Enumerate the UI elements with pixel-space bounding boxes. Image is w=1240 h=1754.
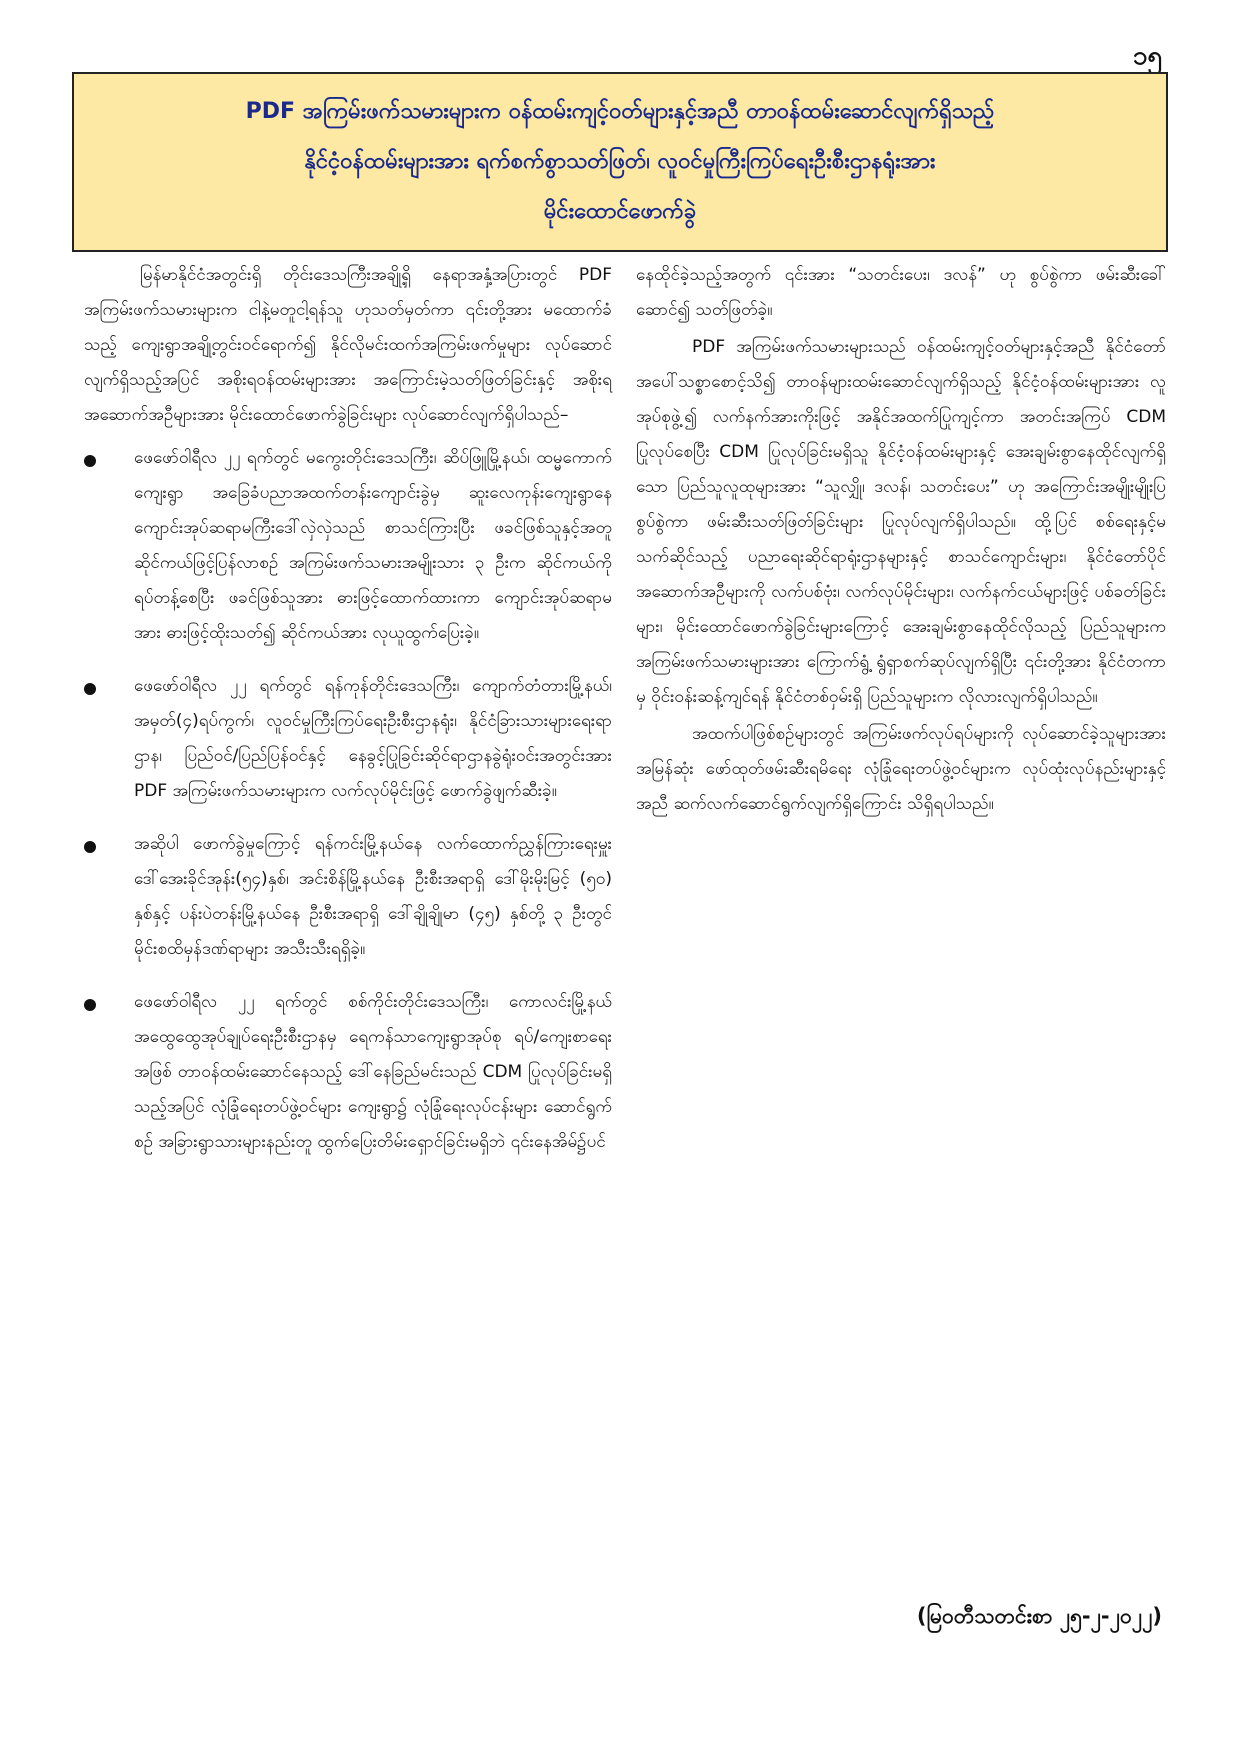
- bullet-icon: [84, 841, 96, 853]
- bullet-icon: [84, 455, 96, 467]
- bullet-item: [84, 985, 612, 1160]
- bullet-text: ဖေဖော်ဝါရီလ ၂၂ ရက်တွင် ရန်ကုန်တိုင်းဒေသကြီး၊ ကျောက်တံတားမြို့နယ်၊ အမှတ်(၄)ရပ်ကွက်၊ လူဝင်မှုကြီးကြပ်ရေးဦးစီးဌာနရုံး၊ နိုင်ငံခြားသားများရေးရာဌာန၊ ပြည်ဝင်/ပြည်ပြန်ဝင်နှင့် နေခွင့်ပြုခြင်းဆိုင်ရာဌာနခွဲရုံးဝင်းအတွင်းအား PDF အကြမ်းဖက်သမားများက လက်လုပ်မိုင်းဖြင့် ဖောက်ခွဲဖျက်ဆီးခဲ့။: [134, 676, 612, 801]
- body-paragraph: PDF အကြမ်းဖက်သမားများသည် ဝန်ထမ်းကျင့်ဝတ်များနှင့်အညီ နိုင်ငံတော်အပေါ်သစ္စာစောင့်သိ၍ တာဝန်များထမ်းဆောင်လျက်ရှိသည့် နိုင်ငံ့ဝန်ထမ်းများအား လူအုပ်စုဖွဲ့၍ လက်နက်အားကိုးဖြင့် အနိုင်အထက်ပြုကျင့်ကာ အတင်းအကြပ် CDM ပြုလုပ်စေပြီး CDM ပြုလုပ်ခြင်းမရှိသူ နိုင်ငံ့ဝန်ထမ်းများနှင့် အေးချမ်းစွာနေထိုင်လျက်ရှိသော ပြည်သူလူထုများအား “သူလျှို၊ ဒလန်၊ သတင်းပေး” ဟု အကြောင်းအမျိုးမျိုးပြ စွပ်စွဲကာ ဖမ်းဆီးသတ်ဖြတ်ခြင်းများ ပြုလုပ်လျက်ရှိပါသည်။ ထို့ပြင် စစ်ရေးနှင့်မသက်ဆိုင်သည့် ပညာရေးဆိုင်ရာရုံးဌာနများနှင့် စာသင်ကျောင်းများ၊ နိုင်ငံတော်ပိုင်အဆောက်အဦများကို လက်ပစ်ဗုံး၊ လက်လုပ်မိုင်းများ၊ လက်နက်ငယ်များဖြင့် ပစ်ခတ်ခြင်းများ၊ မိုင်းထောင်ဖောက်ခွဲခြင်းများကြောင့် အေးချမ်းစွာနေထိုင်လိုသည့် ပြည်သူများက အကြမ်းဖက်သမားများအား ကြောက်ရွံ့ ရွံရှာစက်ဆုပ်လျက်ရှိပြီး ၎င်းတို့အား နိုင်ငံတကာမှ ဝိုင်းဝန်းဆန့်ကျင်ရန် နိုင်ငံတစ်ဝှမ်းရှိ ပြည်သူများက လိုလားလျက်ရှိပါသည်။: [636, 337, 1166, 707]
- bullet-text: ဖေဖော်ဝါရီလ ၂၂ ရက်တွင် စစ်ကိုင်းတိုင်းဒေသကြီး၊ ကောလင်းမြို့နယ် အထွေထွေအုပ်ချုပ်ရေးဦးစီးဌာနမှ ရေကန်သာကျေးရွာအုပ်စု ရပ်/ကျေးစာရေးအဖြစ် တာဝန်ထမ်းဆောင်နေသည့် ဒေါ်နေခြည်မင်းသည် CDM ပြုလုပ်ခြင်းမရှိသည့်အပြင် လုံခြုံရေးတပ်ဖွဲ့ဝင်များ ကျေးရွာ၌ လုံခြုံရေးလုပ်ငန်းများ ဆောင်ရွက်စဉ် အခြားရွာသားများနည်းတူ ထွက်ပြေးတိမ်းရှောင်ခြင်းမရှိဘဲ ၎င်းနေအိမ်၌ပင်: [134, 992, 612, 1152]
- headline-line-1: PDF အကြမ်းဖက်သမားများက ဝန်ထမ်းကျင့်ဝတ်များနှင့်အညီ တာဝန်ထမ်းဆောင်လျက်ရှိသည့်: [245, 99, 995, 124]
- headline-box: [72, 72, 1168, 252]
- bullet-item: [84, 827, 612, 967]
- bullet-icon: [84, 999, 96, 1011]
- headline-line-3: မိုင်းထောင်ဖောက်ခွဲ: [543, 199, 697, 224]
- source-citation: (မြဝတီသတင်းစာ ၂၅-၂-၂၀၂၂): [916, 1604, 1162, 1628]
- left-column: [84, 258, 612, 1178]
- page-number: ၁၅: [1132, 41, 1162, 71]
- right-column: [636, 258, 1166, 824]
- headline-line-2: နိုင်ငံ့ဝန်ထမ်းများအား ရက်စက်စွာသတ်ဖြတ်၊ လူဝင်မှုကြီးကြပ်ရေးဦးစီးဌာနရုံးအား: [304, 149, 936, 174]
- intro-paragraph: မြန်မာနိုင်ငံအတွင်းရှိ တိုင်းဒေသကြီးအချို့ရှိ နေရာအနှံ့အပြားတွင် PDF အကြမ်းဖက်သမားများက ငါနဲ့မတူငါ့ရန်သူ ဟုသတ်မှတ်ကာ ၎င်းတို့အား မထောက်ခံသည့် ကျေးရွာအချို့တွင်းဝင်ရောက်၍ နိုင်လိုမင်းထက်အကြမ်းဖက်မှုများ လုပ်ဆောင်လျက်ရှိသည့်အပြင် အစိုးရဝန်ထမ်းများအား အကြောင်းမဲ့သတ်ဖြတ်ခြင်းနှင့် အစိုးရအဆောက်အဦများအား မိုင်းထောင်ဖောက်ခွဲခြင်းများ လုပ်ဆောင်လျက်ရှိပါသည်–: [84, 265, 612, 425]
- continued-paragraph: နေထိုင်ခဲ့သည့်အတွက် ၎င်းအား “သတင်းပေး၊ ဒလန်” ဟု စွပ်စွဲကာ ဖမ်းဆီးခေါ်ဆောင်၍ သတ်ဖြတ်ခဲ့။: [636, 265, 1166, 320]
- bullet-icon: [84, 683, 96, 695]
- closing-paragraph: အထက်ပါဖြစ်စဉ်များတွင် အကြမ်းဖက်လုပ်ရပ်များကို လုပ်ဆောင်ခဲ့သူများအား အမြန်ဆုံး ဖော်ထုတ်ဖမ်းဆီးရမိရေး လုံခြုံရေးတပ်ဖွဲ့ဝင်များက လုပ်ထုံးလုပ်နည်းများနှင့်အညီ ဆက်လက်ဆောင်ရွက်လျက်ရှိကြောင်း သိရှိရပါသည်။: [636, 724, 1166, 814]
- bullet-text: အဆိုပါ ဖောက်ခွဲမှုကြောင့် ရန်ကင်းမြို့နယ်နေ လက်ထောက်ညွှန်ကြားရေးမှူး ဒေါ်အေးခိုင်အုန်း(၅၄)နှစ်၊ အင်းစိန်မြို့နယ်နေ ဦးစီးအရာရှိ ဒေါ်မိုးမိုးမြင့် (၅၀) နှစ်နှင့် ပန်းပဲတန်းမြို့နယ်နေ ဦးစီးအရာရှိ ဒေါ်ချိုချိုမာ (၄၅) နှစ်တို့ ၃ ဦးတွင် မိုင်းစထိမှန်ဒဏ်ရာများ အသီးသီးရရှိခဲ့။: [134, 834, 612, 959]
- bullet-item: [84, 669, 612, 809]
- bullet-item: [84, 441, 612, 651]
- bullet-text: ဖေဖော်ဝါရီလ ၂၂ ရက်တွင် မကွေးတိုင်းဒေသကြီး၊ ဆိပ်ဖြူမြို့နယ်၊ ထမ္မကောက်ကျေးရွာ အခြေခံပညာအထက်တန်းကျောင်းခွဲမှ ဆူးလေကုန်းကျေးရွာနေ ကျောင်းအုပ်ဆရာမကြီးဒေါ်လှဲလှဲသည် စာသင်ကြားပြီး ဖခင်ဖြစ်သူနှင့်အတူ ဆိုင်ကယ်ဖြင့်ပြန်လာစဉ် အကြမ်းဖက်သမားအမျိုးသား ၃ ဦးက ဆိုင်ကယ်ကို ရပ်တန့်စေပြီး ဖခင်ဖြစ်သူအား ဓားဖြင့်ထောက်ထားကာ ကျောင်းအုပ်ဆရာမအား ဓားဖြင့်ထိုးသတ်၍ ဆိုင်ကယ်အား လုယူထွက်ပြေးခဲ့။: [134, 448, 612, 643]
